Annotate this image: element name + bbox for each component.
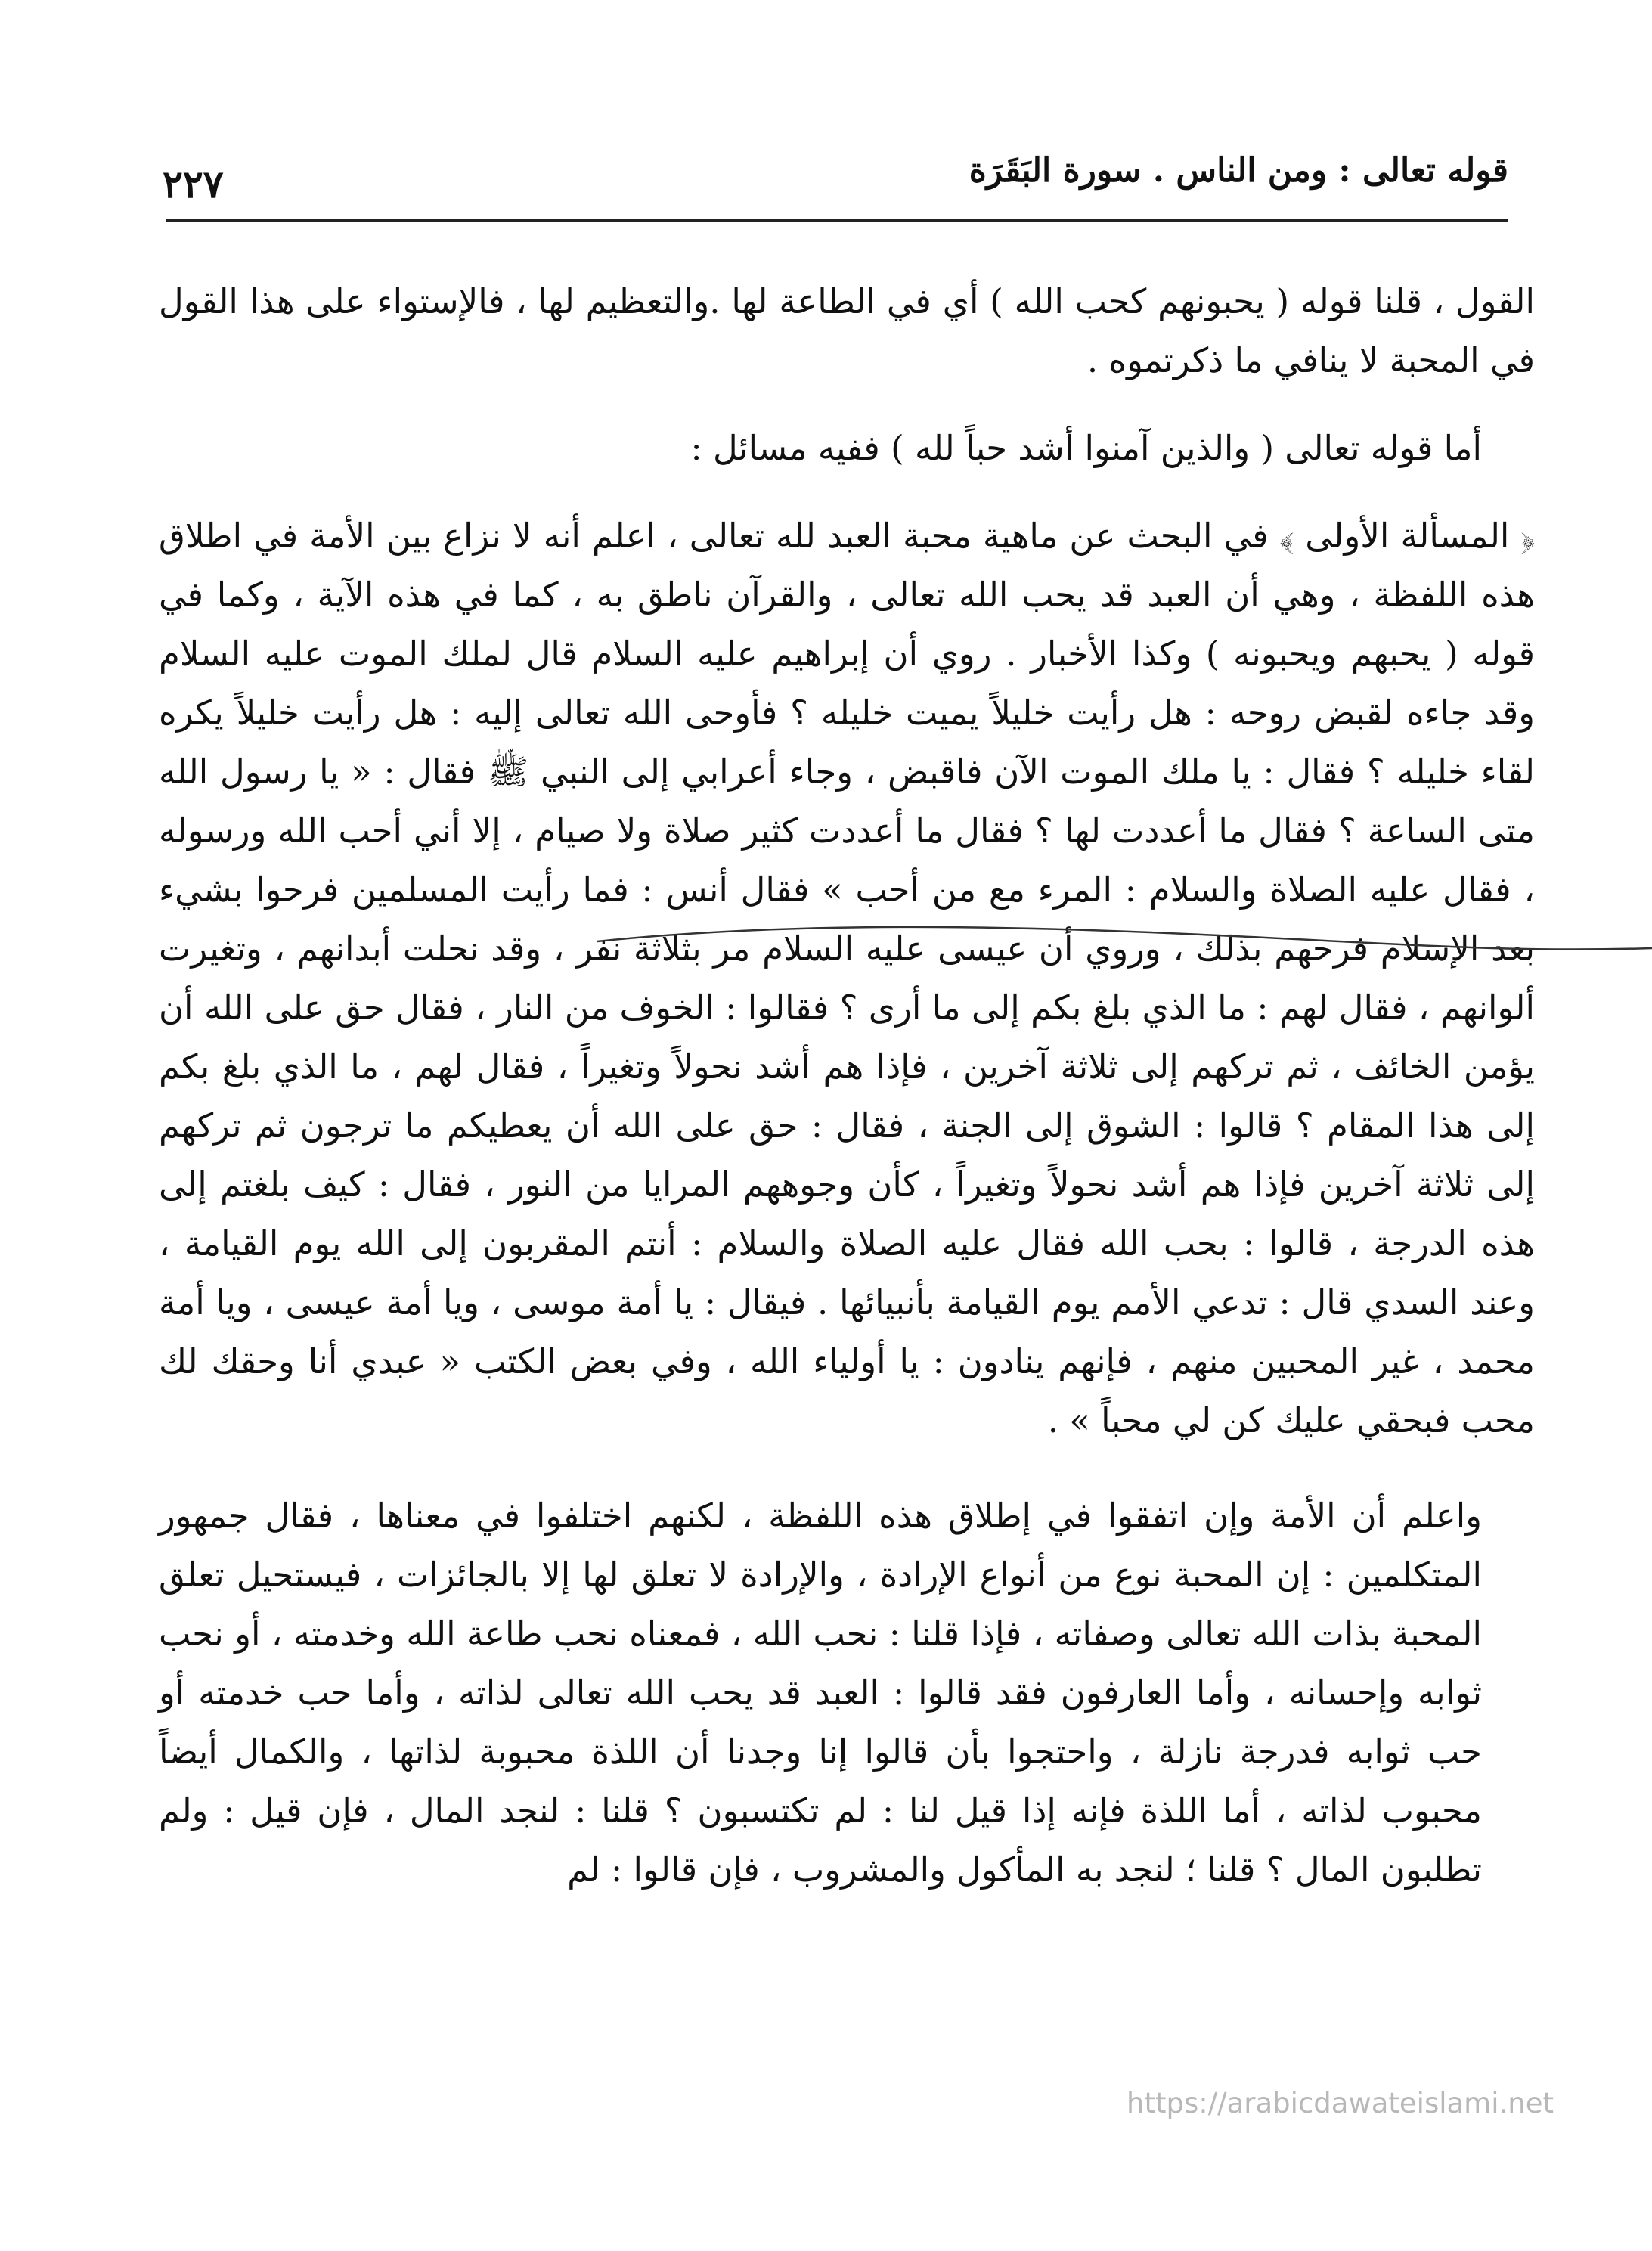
watermark: https://arabicdawateislami.net	[1127, 2087, 1554, 2119]
paragraph-3: ﴿ المسألة الأولى ﴾ في البحث عن ماهية محبة العبد لله تعالى ، اعلم أنه لا نزاع بين الأمة في اطلاق هذه اللفظة ، وهي أن العبد قد يحب الله تعالى ، والقرآن ناطق به ، كما في هذه الآية ، وكما في قوله ( يحبهم ويحبونه ) وكذا الأخبار . روي أن إبراهيم عليه السلام قال لملك الموت عليه السلام وقد جاءه لقبض روحه : هل رأيت خليلاً يميت خليله ؟ فأوحى الله تعالى إليه : هل رأيت خليلاً يكره لقاء خليله ؟ فقال : يا ملك الموت الآن فاقبض ، وجاء أعرابي إلى النبي ﷺ فقال : « يا رسول الله متى الساعة ؟ فقال ما أعددت لها ؟ فقال ما أعددت كثير صلاة ولا صيام ، إلا أني أحب الله ورسوله ، فقال عليه الصلاة والسلام : المرء مع من أحب » فقال أنس : فما رأيت المسلمين فرحوا بشيء بعد الإسلام فرحهم بذلك ، وروي أن عيسى عليه السلام مر بثلاثة نفر ، وقد نحلت أبدانهم ، وتغيرت ألوانهم ، فقال لهم : ما الذي بلغ بكم إلى ما أرى ؟ فقالوا : الخوف من النار ، فقال حق على الله أن يؤمن الخائف ، ثم تركهم إلى ثلاثة آخرين ، فإذا هم أشد نحولاً وتغيراً ، فقال لهم ، ما الذي بلغ بكم إلى هذا المقام ؟ قالوا : الشوق إلى الجنة ، فقال : حق على الله أن يعطيكم ما ترجون ثم تركهم إلى ثلاثة آخرين فإذا هم أشد نحولاً وتغيراً ، كأن وجوههم المرايا من النور ، فقال : كيف بلغتم إلى هذه الدرجة ، قالوا : بحب الله فقال عليه الصلاة والسلام : أنتم المقربون إلى الله يوم القيامة ، وعند السدي قال : تدعي الأمم يوم القيامة بأنبيائها . فيقال : يا أمة موسى ، ويا أمة عيسى ، ويا أمة محمد ، غير المحبين منهم ، فإنهم ينادون : يا أولياء الله ، وفي بعض الكتب « عبدي أنا وحقك لك محب فبحقي عليك كن لي محباً » .	[159, 516, 1535, 1440]
page-number: ٢٢٧	[163, 162, 224, 206]
running-title: قوله تعالى : ومن الناس . سورة البَقَرَة	[969, 151, 1508, 190]
page-body	[159, 272, 1535, 1899]
page-header	[163, 151, 1508, 212]
header-rule	[166, 219, 1508, 222]
paragraph-2: أما قوله تعالى ( والذين آمنوا أشد حباً لله ) ففيه مسائل :	[690, 428, 1482, 468]
pen-mark	[597, 900, 1652, 960]
paragraph-1: القول ، قلنا قوله ( يحبونهم كحب الله ) أي في الطاعة لها .والتعظيم لها ، فالإستواء على هذا القول في المحبة لا ينافي ما ذكرتموه .	[159, 281, 1535, 380]
paragraph-4: واعلم أن الأمة وإن اتفقوا في إطلاق هذه اللفظة ، لكنهم اختلفوا في معناها ، فقال جمهور المتكلمين : إن المحبة نوع من أنواع الإرادة ، والإرادة لا تعلق لها إلا بالجائزات ، فيستحيل تعلق المحبة بذات الله تعالى وصفاته ، فإذا قلنا : نحب الله ، فمعناه نحب طاعة الله وخدمته ، أو نحب ثوابه وإحسانه ، وأما العارفون فقد قالوا : العبد قد يحب الله تعالى لذاته ، وأما حب خدمته أو حب ثوابه فدرجة نازلة ، واحتجوا بأن قالوا إنا وجدنا أن اللذة محبوبة لذاتها ، والكمال أيضاً محبوب لذاته ، أما اللذة فإنه إذا قيل لنا : لم تكتسبون ؟ قلنا : لنجد المال ، فإن قيل : ولم تطلبون المال ؟ قلنا ؛ لنجد به المأكول والمشروب ، فإن قالوا : لم	[159, 1496, 1482, 1890]
